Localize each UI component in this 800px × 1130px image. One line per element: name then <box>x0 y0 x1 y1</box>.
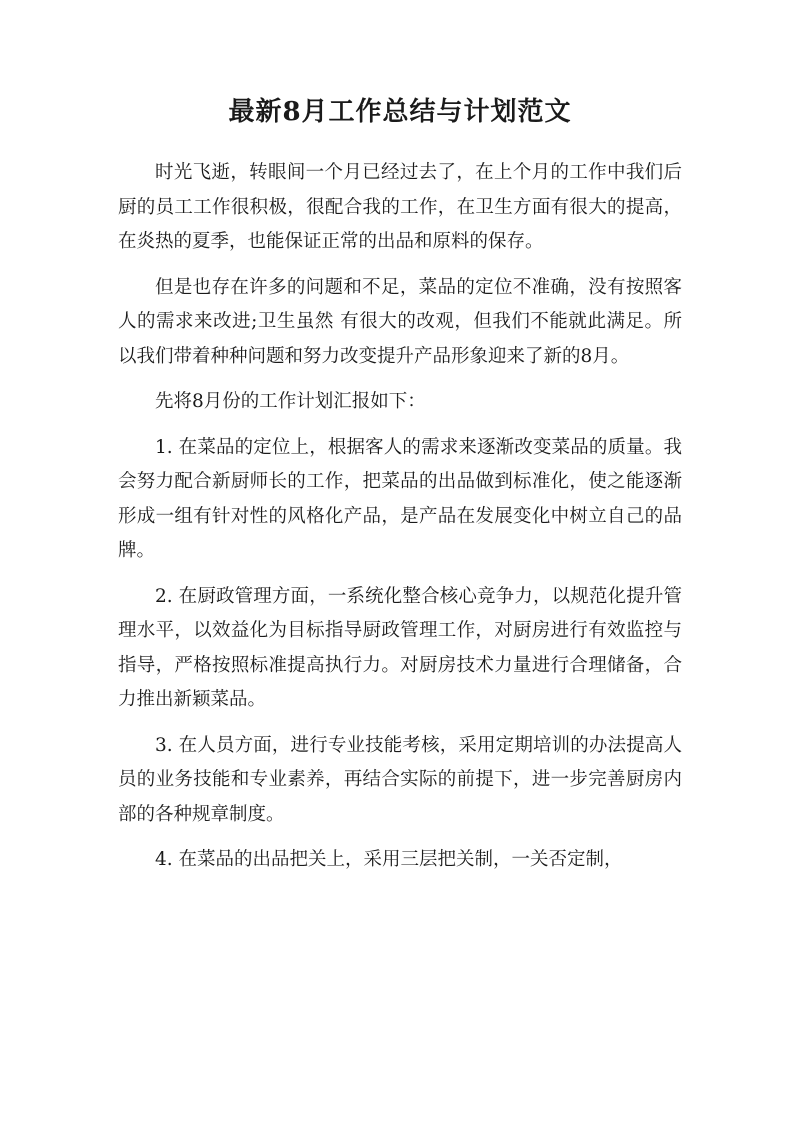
paragraph-problems: 但是也存在许多的问题和不足，菜品的定位不准确，没有按照客人的需求来改进;卫生虽然 有很大的改观，但我们不能就此满足。所以我们带着种种问题和努力改变提升产品形象迎来了新的8月。 <box>118 276 682 367</box>
paragraph-item-3: 3. 在人员方面，进行专业技能考核，采用定期培训的办法提高人员的业务技能和专业素养，再结合实际的前提下，进一步完善厨房内部的各种规章制度。 <box>118 734 682 825</box>
paragraph-intro: 时光飞逝，转眼间一个月已经过去了，在上个月的工作中我们后厨的员工工作很积极，很配合我的工作，在卫生方面有很大的提高，在炎热的夏季，也能保证正常的出品和原料的保存。 <box>118 162 682 252</box>
paragraph-item-1: 1. 在菜品的定位上，根据客人的需求来逐渐改变菜品的质量。我会努力配合新厨师长的工作，把菜品的出品做到标准化，使之能逐渐形成一组有针对性的风格化产品，是产品在发展变化中树立自己的品牌。 <box>118 436 682 561</box>
paragraph-item-2: 2. 在厨政管理方面，一系统化整合核心竞争力，以规范化提升管理水平，以效益化为目标指导厨政管理工作，对厨房进行有效监控与指导，严格按照标准提高执行力。对厨房技术力量进行合理储备，合力推出新颖菜品。 <box>118 585 682 710</box>
document-title: 最新8月工作总结与计划范文 <box>228 97 572 127</box>
paragraph-item-4: 4. 在菜品的出品把关上，采用三层把关制，一关否定制， <box>155 849 623 870</box>
document-body <box>118 156 682 889</box>
paragraph-plan-intro: 先将8月份的工作计划汇报如下： <box>155 391 426 412</box>
